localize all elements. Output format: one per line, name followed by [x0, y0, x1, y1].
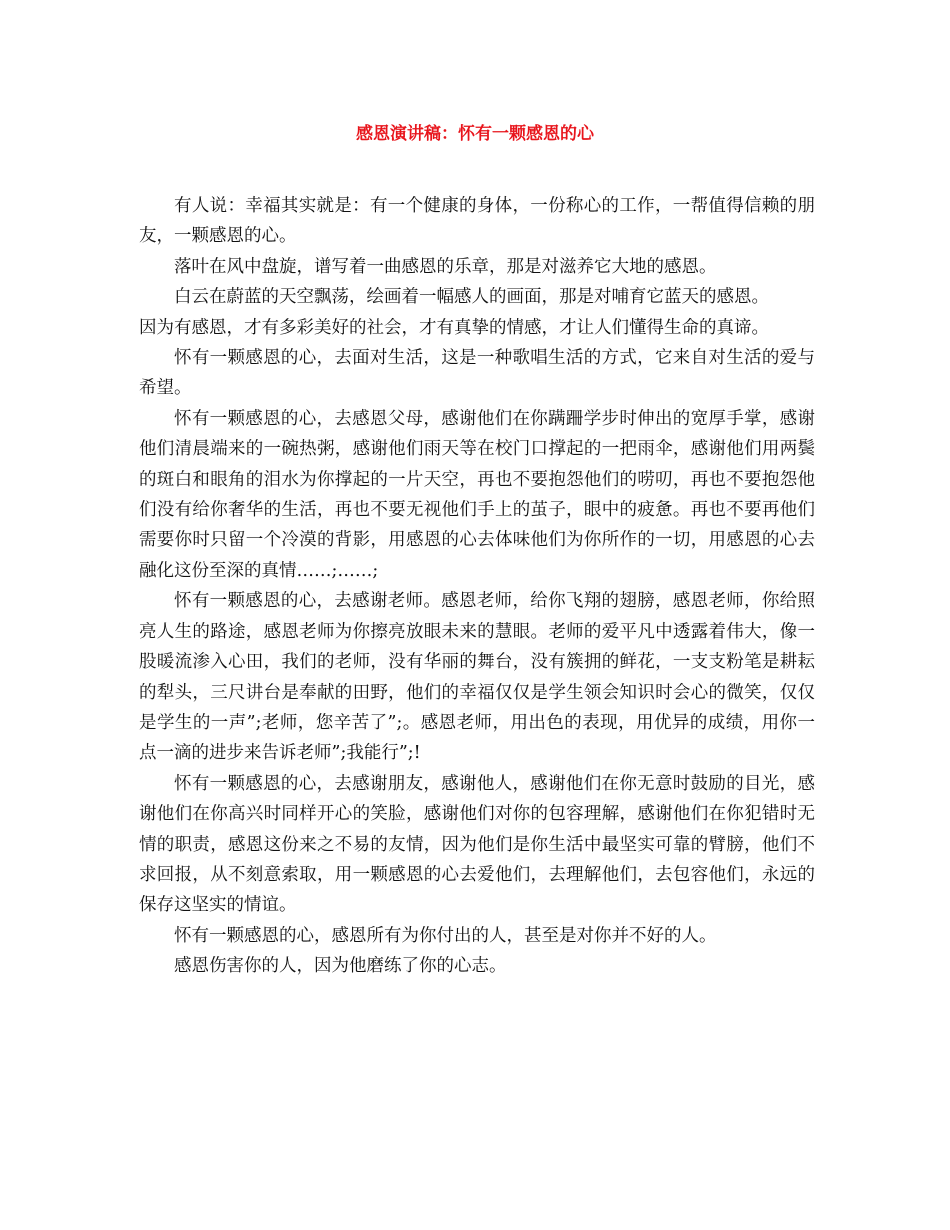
- paragraph-10: 感恩伤害你的人，因为他磨练了你的心志。: [174, 956, 507, 977]
- paragraph-3: 白云在蔚蓝的天空飘荡，绘画着一幅感人的画面，那是对哺育它蓝天的感恩。: [174, 287, 769, 308]
- paragraph-4: 因为有感恩，才有多彩美好的社会，才有真挚的情感，才让人们懂得生命的真谛。: [139, 317, 769, 338]
- paragraph-2: 落叶在风中盘旋，谱写着一曲感恩的乐章，那是对滋养它大地的感恩。: [174, 256, 717, 277]
- paragraph-5: 怀有一颗感恩的心，去面对生活，这是一种歌唱生活的方式，它来自对生活的爱与希望。: [139, 348, 815, 399]
- paragraph-7: 怀有一颗感恩的心，去感谢老师。感恩老师，给你飞翔的翅膀，感恩老师，你给照亮人生的路途，感恩老师为你擦亮放眼未来的慧眼。老师的爱平凡中透露着伟大，像一股暖流渗入心田，我们的老师，没有华丽的舞台，没有簇拥的鲜花，一支支粉笔是耕耘的犁头，三尺讲台是奉献的田野，他们的幸福仅仅是学生领会知识时会心的微笑，仅仅是学生的一声”;老师，您辛苦了”;。感恩老师，用出色的表现，用优异的成绩，用你一点一滴的进步来告诉老师”;我能行”;!: [139, 591, 815, 764]
- document-body: [139, 191, 815, 982]
- paragraph-9: 怀有一颗感恩的心，感恩所有为你付出的人，甚至是对你并不好的人。: [174, 925, 717, 946]
- paragraph-8: 怀有一颗感恩的心，去感谢朋友，感谢他人，感谢他们在你无意时鼓励的目光，感谢他们在你高兴时同样开心的笑脸，感谢他们对你的包容理解，感谢他们在你犯错时无情的职责，感恩这份来之不易的友情，因为他们是你生活中最坚实可靠的臂膀，他们不求回报，从不刻意索取，用一颗感恩的心去爱他们，去理解他们，去包容他们，永远的保存这坚实的情谊。: [139, 773, 815, 916]
- document-title: 感恩演讲稿：怀有一颗感恩的心: [356, 124, 594, 144]
- paragraph-1: 有人说：幸福其实就是：有一个健康的身体，一份称心的工作，一帮值得信赖的朋友，一颗感恩的心。: [139, 196, 815, 247]
- paragraph-6: 怀有一颗感恩的心，去感恩父母，感谢他们在你蹒跚学步时伸出的宽厚手掌，感谢他们清晨端来的一碗热粥，感谢他们雨天等在校门口撑起的一把雨伞，感谢他们用两鬓的斑白和眼角的泪水为你撑起的一片天空，再也不要抱怨他们的唠叨，再也不要抱怨他们没有给你奢华的生活，再也不要无视他们手上的茧子，眼中的疲惫。再也不要再他们需要你时只留一个冷漠的背影，用感恩的心去体味他们为你所作的一切，用感恩的心去融化这份至深的真情……;……;: [139, 408, 815, 581]
